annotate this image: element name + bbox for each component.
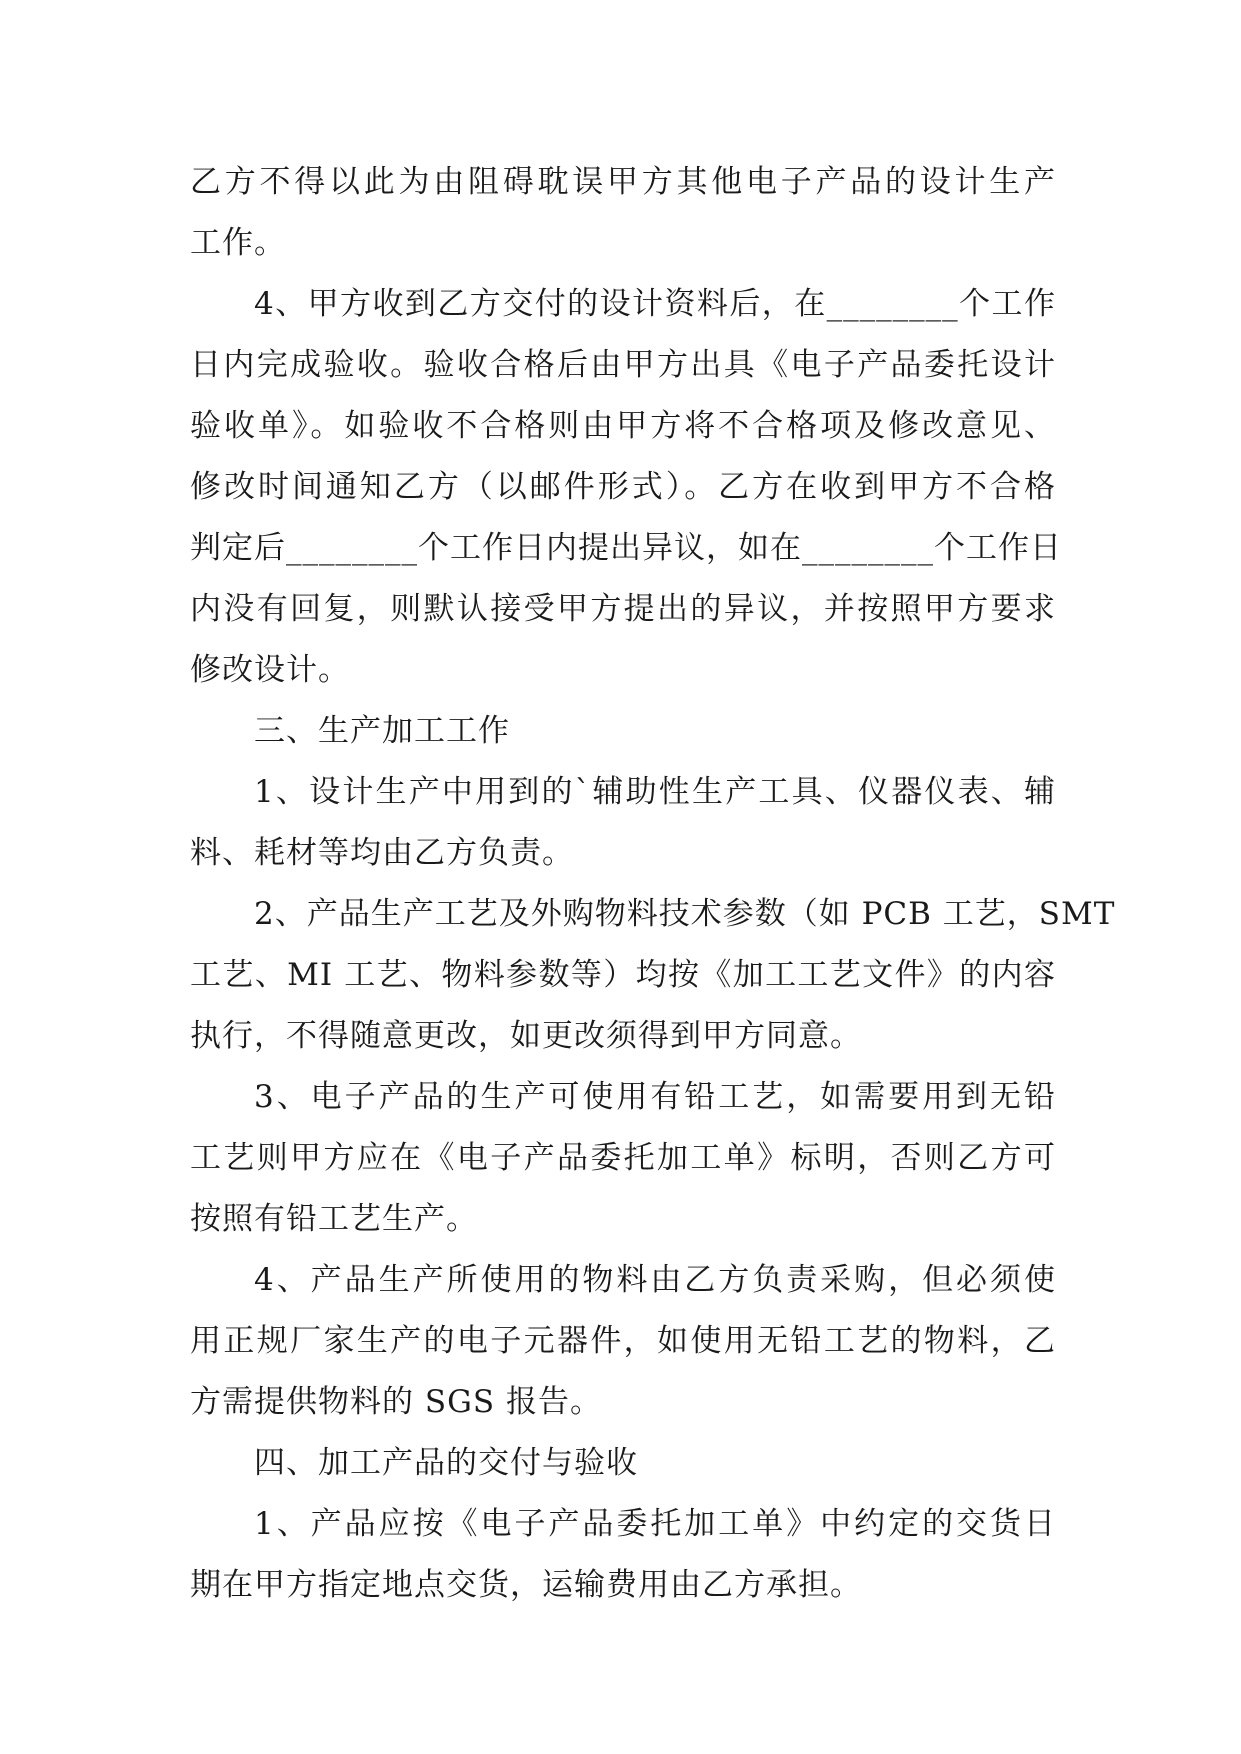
clause-4-line: 4、甲方收到乙方交付的设计资料后，在________个工作 [254,286,1056,322]
text-line: 内没有回复，则默认接受甲方提出的异议，并按照甲方要求 [190,591,1056,627]
text-line: 料、耗材等均由乙方负责。 [190,835,574,871]
text-line: 修改时间通知乙方（以邮件形式）。乙方在收到甲方不合格 [190,469,1056,505]
clause-2-line: 2、产品生产工艺及外购物料技术参数（如 PCB 工艺，SMT [254,896,1116,932]
text-line: 方需提供物料的 SGS 报告。 [190,1384,602,1420]
text-line: 工作。 [190,225,286,261]
clause-1-line: 1、产品应按《电子产品委托加工单》中约定的交货日 [254,1506,1056,1542]
text-line: 期在甲方指定地点交货，运输费用由乙方承担。 [190,1567,862,1603]
text-line: 日内完成验收。验收合格后由甲方出具《电子产品委托设计 [190,347,1056,383]
text-line: 工艺则甲方应在《电子产品委托加工单》标明，否则乙方可 [190,1140,1056,1176]
text-line: 乙方不得以此为由阻碍耽误甲方其他电子产品的设计生产 [190,164,1056,200]
text-line: 验收单》。如验收不合格则由甲方将不合格项及修改意见、 [190,408,1056,444]
text-line: 执行，不得随意更改，如更改须得到甲方同意。 [190,1018,862,1054]
section-heading-4: 四、加工产品的交付与验收 [254,1445,638,1481]
text-line: 按照有铅工艺生产。 [190,1201,478,1237]
section-heading-3: 三、生产加工工作 [254,713,510,749]
clause-4-line: 4、产品生产所使用的物料由乙方负责采购，但必须使 [254,1262,1056,1298]
text-line: 工艺、MI 工艺、物料参数等）均按《加工工艺文件》的内容 [190,957,1056,993]
document-body [190,152,1116,1616]
clause-1-line: 1、设计生产中用到的`辅助性生产工具、仪器仪表、辅 [254,774,1056,810]
text-line: 用正规厂家生产的电子元器件，如使用无铅工艺的物料，乙 [190,1323,1056,1359]
clause-3-line: 3、电子产品的生产可使用有铅工艺，如需要用到无铅 [254,1079,1056,1115]
text-line: 判定后________个工作日内提出异议，如在________个工作日 [190,530,1062,566]
text-line: 修改设计。 [190,652,350,688]
